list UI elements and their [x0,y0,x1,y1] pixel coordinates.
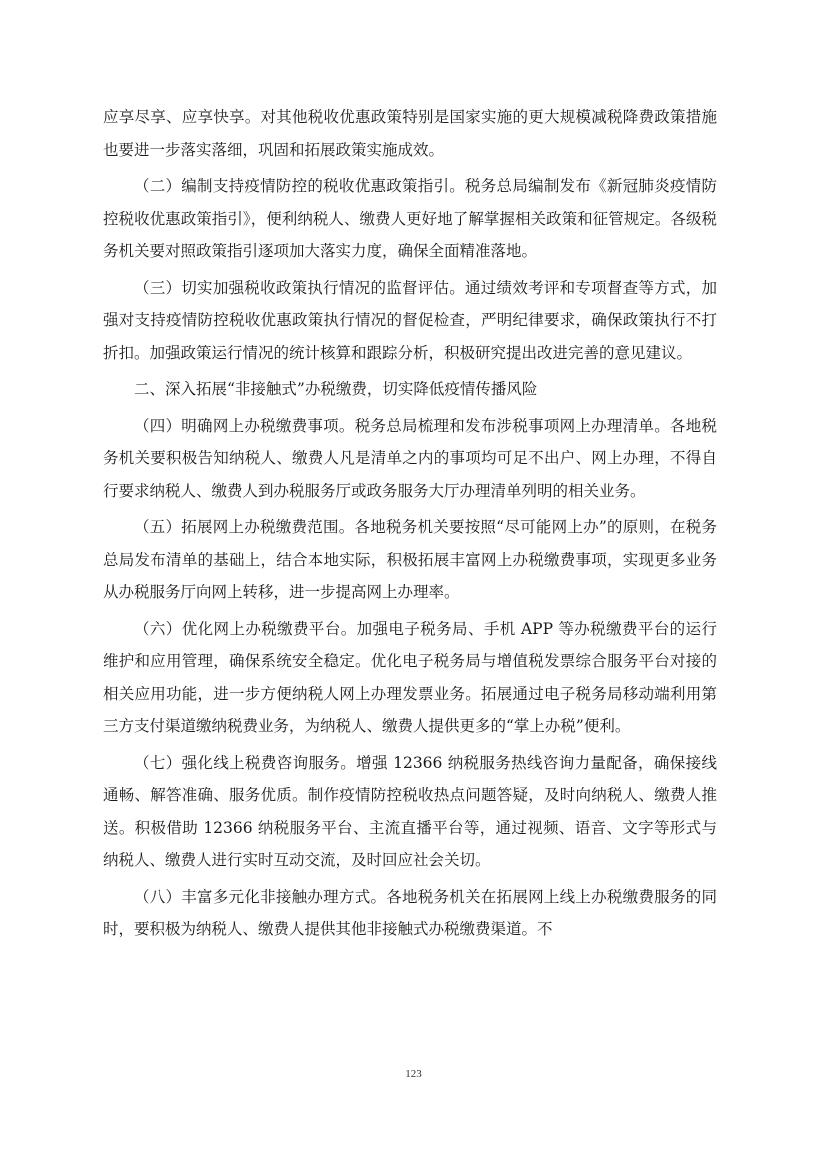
paragraph-item-8: （八）丰富多元化非接触办理方式。各地税务机关在拓展网上线上办税缴费服务的同时，要积极为纳税人、缴费人提供其他非接触式办税缴费渠道。不 [103,887,717,938]
paragraph-item-6: （六）优化网上办税缴费平台。加强电子税务局、手机 APP 等办税缴费平台的运行维护和应用管理，确保系统安全稳定。优化电子税务局与增值税发票综合服务平台对接的相关应用功能，进一步方便纳税人网上办理发票业务。拓展通过电子税务局移动端利用第三方支付渠道缴纳税费业务，为纳税人、缴费人提供更多的“掌上办税”便利。 [103,619,717,735]
body-text [103,101,717,950]
paragraph-item-7: （七）强化线上税费咨询服务。增强 12366 纳税服务热线咨询力量配备，确保接线通畅、解答准确、服务优质。制作疫情防控税收热点问题答疑，及时向纳税人、缴费人推送。积极借助 12366 纳税服务平台、主流直播平台等，通过视频、语音、文字等形式与纳税人、缴费人进行实时互动交流，及时回应社会关切。 [103,753,717,869]
paragraph-item-4: （四）明确网上办税缴费事项。税务总局梳理和发布涉税事项网上办理清单。各地税务机关要积极告知纳税人、缴费人凡是清单之内的事项均可足不出户、网上办理，不得自行要求纳税人、缴费人到办税服务厅或政务服务大厅办理清单列明的相关业务。 [103,416,717,500]
paragraph-item-5: （五）拓展网上办税缴费范围。各地税务机关要按照“尽可能网上办”的原则，在税务总局发布清单的基础上，结合本地实际，积极拓展丰富网上办税缴费事项，实现更多业务从办税服务厅向网上转移，进一步提高网上办理率。 [103,518,717,601]
page-number: 123 [405,1068,422,1080]
paragraph-continued: 应享尽享、应享快享。对其他税收优惠政策特别是国家实施的更大规模减税降费政策措施也要进一步落实落细，巩固和拓展政策实施成效。 [103,108,717,159]
paragraph-item-2: （二）编制支持疫情防控的税收优惠政策指引。税务总局编制发布《新冠肺炎疫情防控税收优惠政策指引》，便利纳税人、缴费人更好地了解掌握相关政策和征管规定。各级税务机关要对照政策指引逐项加大落实力度，确保全面精准落地。 [103,177,717,260]
section-heading-2: 二、深入拓展“非接触式”办税缴费，切实降低疫情传播风险 [134,380,538,398]
paragraph-item-3: （三）切实加强税收政策执行情况的监督评估。通过绩效考评和专项督查等方式，加强对支持疫情防控税收优惠政策执行情况的督促检查，严明纪律要求，确保政策执行不打折扣。加强政策运行情况的统计核算和跟踪分析，积极研究提出改进完善的意见建议。 [103,278,717,362]
